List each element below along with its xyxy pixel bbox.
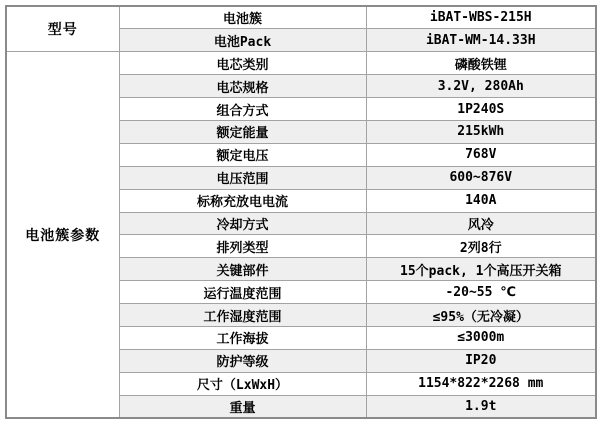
- spec-label: 电芯类别: [119, 52, 366, 75]
- spec-value: iBAT-WM-14.33H: [366, 29, 596, 52]
- spec-label: 排列类型: [119, 235, 366, 258]
- spec-value: 768V: [366, 143, 596, 166]
- spec-label: 重量: [119, 395, 366, 418]
- spec-value: IP20: [366, 349, 596, 372]
- spec-label: 冷却方式: [119, 212, 366, 235]
- spec-value: 1P240S: [366, 98, 596, 121]
- spec-label: 工作湿度范围: [119, 304, 366, 327]
- spec-label: 关键部件: [119, 258, 366, 281]
- spec-value: ≤95%（无冷凝）: [366, 304, 596, 327]
- spec-label: 工作海拔: [119, 326, 366, 349]
- spec-value: 215kWh: [366, 120, 596, 143]
- spec-label: 电芯规格: [119, 75, 366, 98]
- section-header: 型号: [6, 6, 119, 52]
- spec-label: 尺寸（LxWxH）: [119, 372, 366, 395]
- spec-label: 电池簇: [119, 6, 366, 29]
- spec-value: -20~55 ℃: [366, 281, 596, 304]
- spec-value: ≤3000m: [366, 326, 596, 349]
- battery-spec-table: [5, 5, 597, 419]
- spec-label: 电压范围: [119, 166, 366, 189]
- spec-value: 风冷: [366, 212, 596, 235]
- spec-label: 防护等级: [119, 349, 366, 372]
- spec-value: 140A: [366, 189, 596, 212]
- spec-value: 600~876V: [366, 166, 596, 189]
- spec-value: iBAT-WBS-215H: [366, 6, 596, 29]
- spec-label: 额定能量: [119, 120, 366, 143]
- spec-value: 3.2V, 280Ah: [366, 75, 596, 98]
- table-row: [6, 52, 596, 75]
- spec-label: 组合方式: [119, 98, 366, 121]
- spec-value: 磷酸铁锂: [366, 52, 596, 75]
- spec-value: 1.9t: [366, 395, 596, 418]
- spec-label: 额定电压: [119, 143, 366, 166]
- table-row: [6, 6, 596, 29]
- spec-value: 15个pack, 1个高压开关箱: [366, 258, 596, 281]
- spec-label: 运行温度范围: [119, 281, 366, 304]
- spec-value: 2列8行: [366, 235, 596, 258]
- section-header: 电池簇参数: [6, 52, 119, 418]
- spec-label: 标称充放电电流: [119, 189, 366, 212]
- spec-value: 1154*822*2268 mm: [366, 372, 596, 395]
- spec-label: 电池Pack: [119, 29, 366, 52]
- spec-table-body: [6, 6, 596, 418]
